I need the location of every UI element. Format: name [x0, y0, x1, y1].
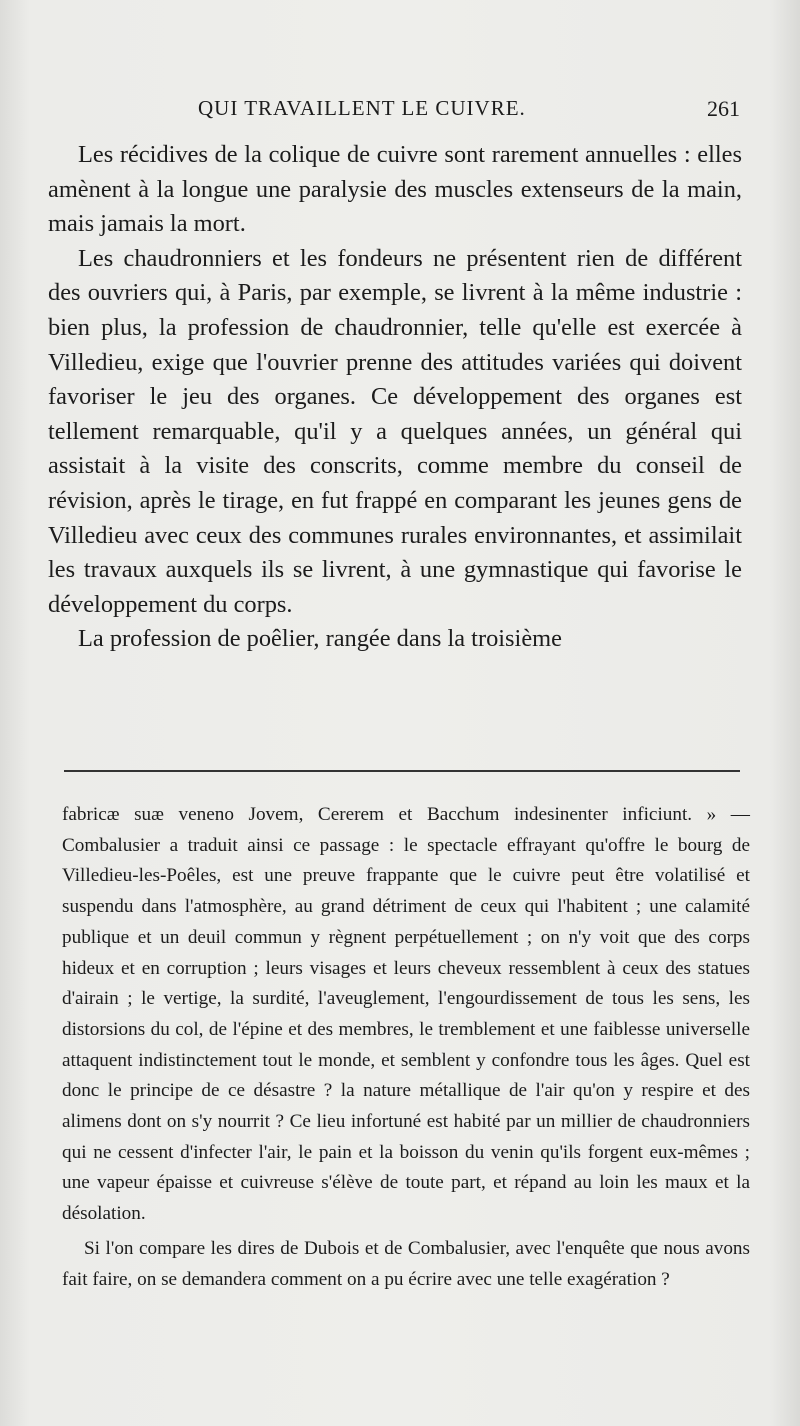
- paragraph: Les chaudronniers et les fondeurs ne présentent rien de différent des ouvriers qui, à Paris, par exemple, se livrent à la même industrie : bien plus, la profession de chaudronnier, telle qu'elle est exercée à Villedieu, exige que l'ouvrier prenne des attitudes variées qui doivent favoriser le jeu des organes. Ce développement des organes est tellement remarquable, qu'il y a quelques années, un général qui assistait à la visite des conscrits, comme membre du conseil de révision, après le tirage, en fut frappé en comparant les jeunes gens de Villedieu avec ceux des communes rurales environnantes, et assimilait les travaux auxquels ils se livrent, à une gymnastique qui favorise le développement du corps.: [48, 244, 742, 618]
- footnote-text: [62, 800, 750, 1295]
- paragraph: Les récidives de la colique de cuivre sont rarement annuelles : elles amènent à la longue une paralysie des muscles extenseurs de la main, mais jamais la mort.: [48, 141, 742, 238]
- footnote-paragraph: fabricæ suæ veneno Jovem, Cererem et Bacchum indesinenter inficiunt. » — Combalusier a traduit ainsi ce passage : le spectacle effrayant qu'offre le bourg de Villedieu-les-Poêles, est une preuve frappante que le cuivre peut être volatilisé et suspendu dans l'atmosphère, au grand détriment de ceux qui l'habitent ; une calamité publique et un deuil commun y règnent perpétuellement ; on n'y voit que des corps hideux et en corruption ; leurs visages et leurs cheveux ressemblent à ceux des statues d'airain ; le vertige, la surdité, l'aveuglement, l'engourdissement de tous les sens, les distorsions du col, de l'épine et des membres, le tremblement et une faiblesse universelle attaquent indistinctement tout le monde, et semblent y confondre tous les âges. Quel est donc le principe de ce désastre ? la nature métallique de l'air qu'on y respire et des alimens dont on s'y nourrit ? Ce lieu infortuné est habité par un millier de chaudronniers qui ne cessent d'infecter l'air, le pain et la boisson du venin qu'ils forgent eux-mêmes ; une vapeur épaisse et cuivreuse s'élève de toute part, et répand au loin les maux et la désolation.: [62, 804, 750, 1225]
- paragraph: La profession de poêlier, rangée dans la troisième: [78, 625, 562, 653]
- footnote-paragraph: Si l'on compare les dires de Dubois et de Combalusier, avec l'enquête que nous avons fait faire, on se demandera comment on a pu écrire avec une telle exagération ?: [62, 1237, 750, 1290]
- running-title: QUI TRAVAILLENT LE CUIVRE.: [198, 96, 526, 120]
- footnote-separator: [64, 770, 740, 772]
- page-header: [48, 96, 740, 126]
- main-text: [48, 138, 742, 657]
- page-number: 261: [707, 96, 740, 121]
